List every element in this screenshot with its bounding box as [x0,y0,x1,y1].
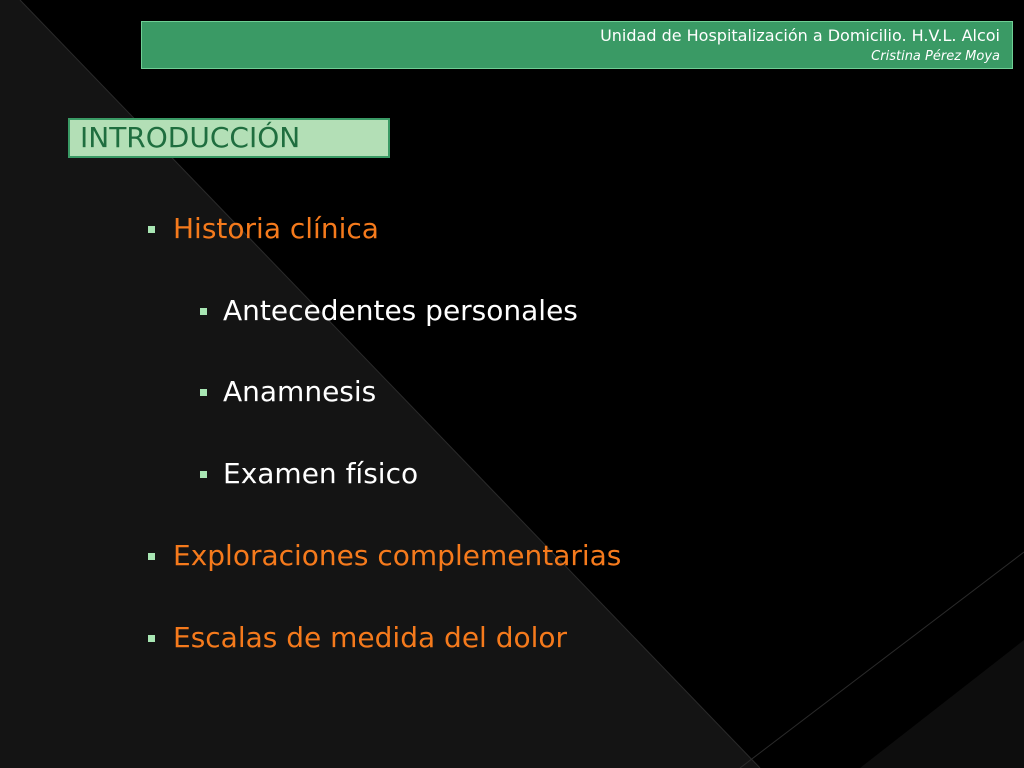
bullet-subitem-antecedentes [200,293,578,329]
square-bullet-icon [200,389,207,396]
square-bullet-icon [148,226,155,233]
header-bar [141,21,1013,69]
header-institution: Unidad de Hospitalización a Domicilio. H.V.L. Alcoi [600,26,1000,45]
square-bullet-icon [148,635,155,642]
square-bullet-icon [200,471,207,478]
bullet-label: Exploraciones complementarias [173,539,622,572]
section-title: INTRODUCCIÓN [80,121,301,154]
bullet-item-escalas-dolor [148,620,567,656]
bullet-label: Historia clínica [173,212,379,245]
square-bullet-icon [148,553,155,560]
bullet-subitem-anamnesis [200,374,376,410]
bullet-item-historia-clinica [148,211,379,247]
square-bullet-icon [200,308,207,315]
bullet-label: Escalas de medida del dolor [173,621,568,654]
bullet-label: Antecedentes personales [223,294,578,327]
bullet-label: Anamnesis [223,375,377,408]
header-author: Cristina Pérez Moya [871,49,1000,64]
bullet-label: Examen físico [223,457,419,490]
section-title-box [68,118,390,158]
bullet-item-exploraciones [148,538,621,574]
bullet-subitem-examen-fisico [200,456,418,492]
